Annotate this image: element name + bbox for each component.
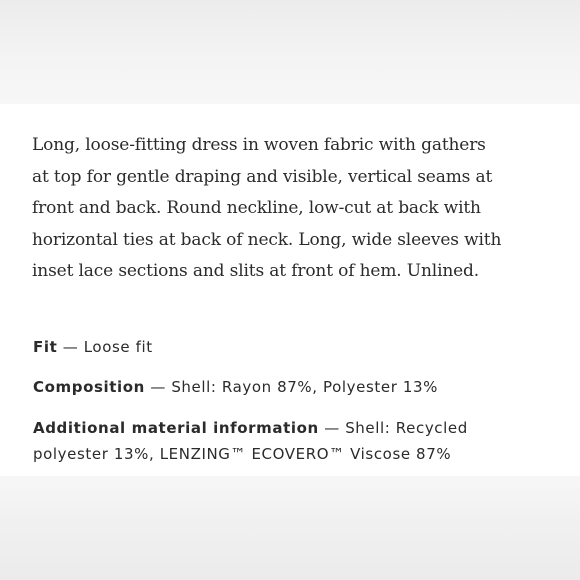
description-line: at top for gentle draping and visible, vertical seams at — [32, 166, 493, 187]
spec-separator: — — [150, 378, 166, 396]
spec-additional-material — [33, 415, 553, 467]
spec-separator: — — [62, 338, 79, 356]
spec-fit-label: Fit — [33, 338, 58, 356]
spec-composition — [33, 374, 438, 400]
product-description — [32, 130, 562, 288]
description-line: horizontal ties at back of neck. Long, wide sleeves with — [32, 229, 502, 250]
description-line: Long, loose-fitting dress in woven fabric with gathers — [32, 135, 486, 155]
spec-fit — [33, 334, 153, 360]
spec-additional-label: Additional material information — [33, 419, 319, 437]
top-background-band — [0, 0, 580, 104]
description-line: front and back. Round neckline, low-cut at back with — [32, 198, 481, 218]
spec-composition-label: Composition — [33, 378, 145, 396]
spec-composition-value: Shell: Rayon 87%, Polyester 13% — [171, 378, 438, 396]
description-line: inset lace sections and slits at front of hem. Unlined. — [32, 261, 480, 281]
spec-additional-line-1 — [33, 415, 553, 441]
spec-additional-value-1: Shell: Recycled — [345, 419, 468, 437]
bottom-background-band — [0, 476, 580, 580]
spec-fit-value: Loose fit — [83, 338, 153, 356]
spec-separator: — — [324, 419, 340, 437]
spec-additional-value-2: polyester 13%, LENZING™ ECOVERO™ Viscose 87% — [33, 445, 452, 463]
